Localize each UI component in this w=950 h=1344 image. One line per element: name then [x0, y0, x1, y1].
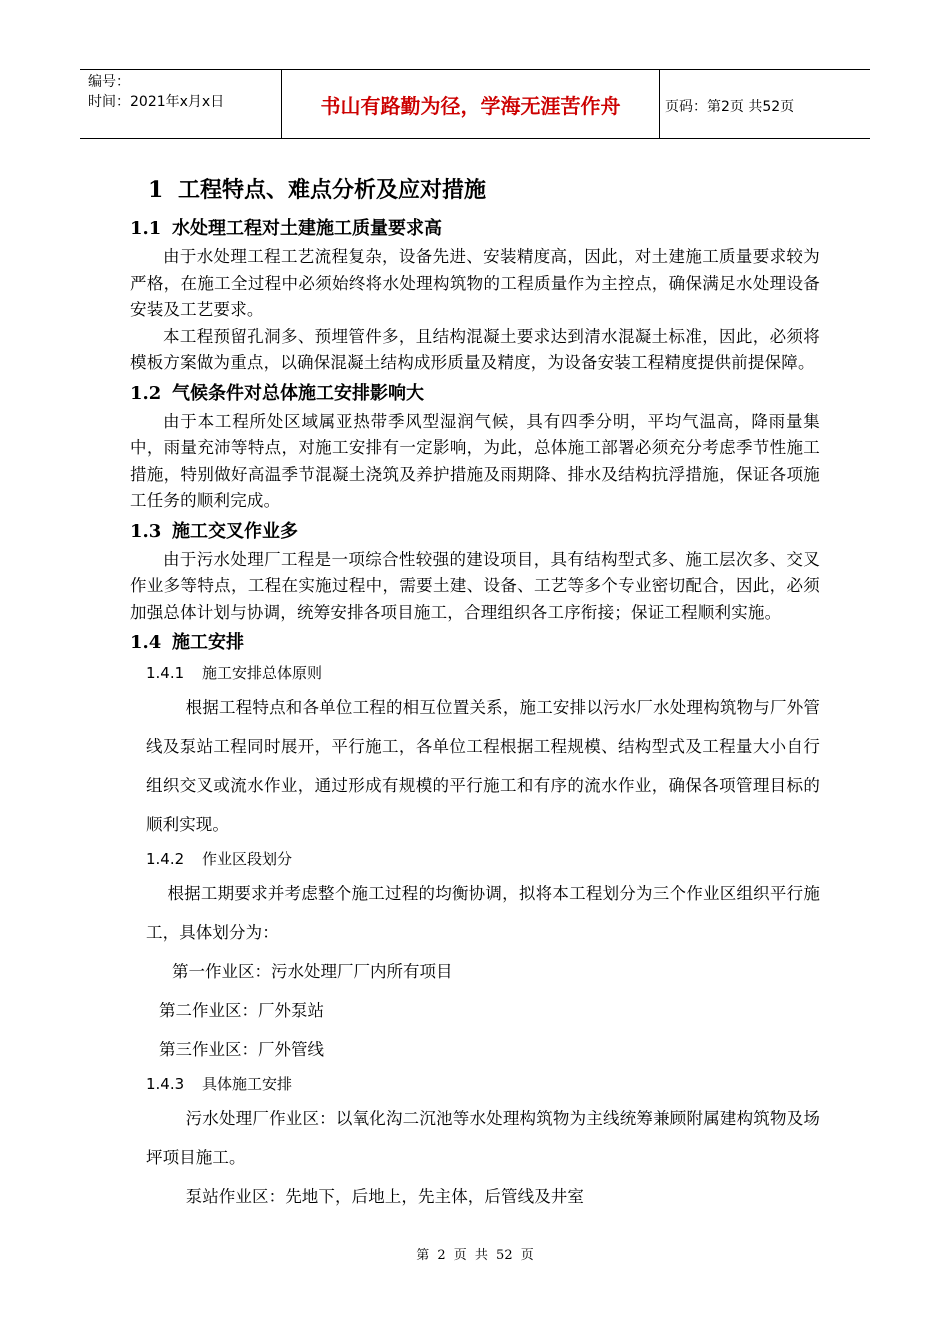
- section-number: 1.3: [130, 520, 162, 542]
- chapter-title: 工程特点、难点分析及应对措施: [178, 177, 487, 203]
- section-1-2: [130, 379, 820, 515]
- paragraph: 泵站作业区：先地下，后地上，先主体，后管线及井室: [185, 1187, 584, 1206]
- section-heading: [130, 628, 820, 658]
- subsection-number: 1.4.3: [146, 1075, 185, 1093]
- section-title: 水处理工程对土建施工质量要求高: [172, 218, 442, 239]
- section-number: 1.1: [130, 218, 162, 239]
- paragraph: 由于水处理工程工艺流程复杂，设备先进、安装精度高，因此，对土建施工质量要求较为严格，在施工全过程中必须始终将水处理构筑物的工程质量作为主控点，确保满足水处理设备安装及工艺要求。: [130, 247, 820, 319]
- paragraph: 根据工期要求并考虑整个施工过程的均衡协调，拟将本工程划分为三个作业区组织平行施工，具体划分为：: [146, 884, 820, 942]
- section-heading: [130, 214, 820, 244]
- page-header: [80, 69, 870, 139]
- section-title: 施工安排: [172, 632, 244, 653]
- subsection-heading: [130, 1069, 820, 1099]
- document-body: [130, 168, 820, 1216]
- chapter-heading: [130, 168, 820, 212]
- header-time-label: 时间：2021年x月x日: [88, 94, 225, 110]
- subsection-heading: [130, 658, 820, 688]
- list-item: 第一作业区：污水处理厂厂内所有项目: [172, 962, 453, 981]
- section-1-4: [130, 628, 820, 1216]
- paragraph: 污水处理厂作业区：以氧化沟二沉池等水处理构筑物为主线统筹兼顾附属建构筑物及场坪项目施工。: [146, 1109, 820, 1167]
- paragraph: 本工程预留孔洞多、预埋管件多，且结构混凝土要求达到清水混凝土标准，因此，必须将模板方案做为重点，以确保混凝土结构成形质量及精度，为设备安装工程精度提供前提保障。: [130, 326, 820, 372]
- subsection-title: 具体施工安排: [202, 1075, 293, 1093]
- section-number: 1.4: [130, 632, 162, 653]
- section-1-3: [130, 517, 820, 627]
- section-heading: [130, 517, 820, 547]
- subsection-number: 1.4.1: [146, 664, 185, 682]
- list-item: 第三作业区：厂外管线: [159, 1040, 324, 1059]
- section-title: 施工交叉作业多: [172, 520, 298, 542]
- header-page-info: 页码：第2页 共52页: [665, 99, 795, 115]
- subsection-title: 作业区段划分: [202, 850, 293, 868]
- chapter-number: 1: [148, 177, 164, 203]
- header-number-label: 编号：: [88, 74, 130, 90]
- subsection-heading: [130, 844, 820, 874]
- section-1-1: [130, 214, 820, 377]
- header-meta: [88, 72, 224, 112]
- subsection-number: 1.4.2: [146, 850, 185, 868]
- section-heading: [130, 379, 820, 409]
- section-number: 1.2: [130, 382, 162, 404]
- paragraph: 根据工程特点和各单位工程的相互位置关系，施工安排以污水厂水处理构筑物与厂外管线及泵站工程同时展开，平行施工，各单位工程根据工程规模、结构型式及工程量大小自行组织交叉或流水作业，通过形成有规模的平行施工和有序的流水作业，确保各项管理目标的顺利实现。: [146, 698, 820, 834]
- header-motto: 书山有路勤为径，学海无涯苦作舟: [281, 70, 660, 138]
- paragraph: 由于本工程所处区域属亚热带季风型湿润气候，具有四季分明，平均气温高，降雨量集中，雨量充沛等特点，对施工安排有一定影响，为此，总体施工部署必须充分考虑季节性施工措施，特别做好高温季节混凝土浇筑及养护措施及雨期降、排水及结构抗浮措施，保证各项施工任务的顺利完成。: [130, 411, 820, 510]
- subsection-title: 施工安排总体原则: [202, 664, 323, 682]
- page-footer: 第 2 页 共 52 页: [416, 1248, 534, 1263]
- list-item: 第二作业区：厂外泵站: [159, 1001, 324, 1020]
- paragraph: 由于污水处理厂工程是一项综合性较强的建设项目，具有结构型式多、施工层次多、交叉作业多等特点，工程在实施过程中，需要土建、设备、工艺等多个专业密切配合，因此，必须加强总体计划与协调，统筹安排各项目施工，合理组织各工序衔接；保证工程顺利实施。: [130, 549, 820, 622]
- section-title: 气候条件对总体施工安排影响大: [172, 382, 424, 404]
